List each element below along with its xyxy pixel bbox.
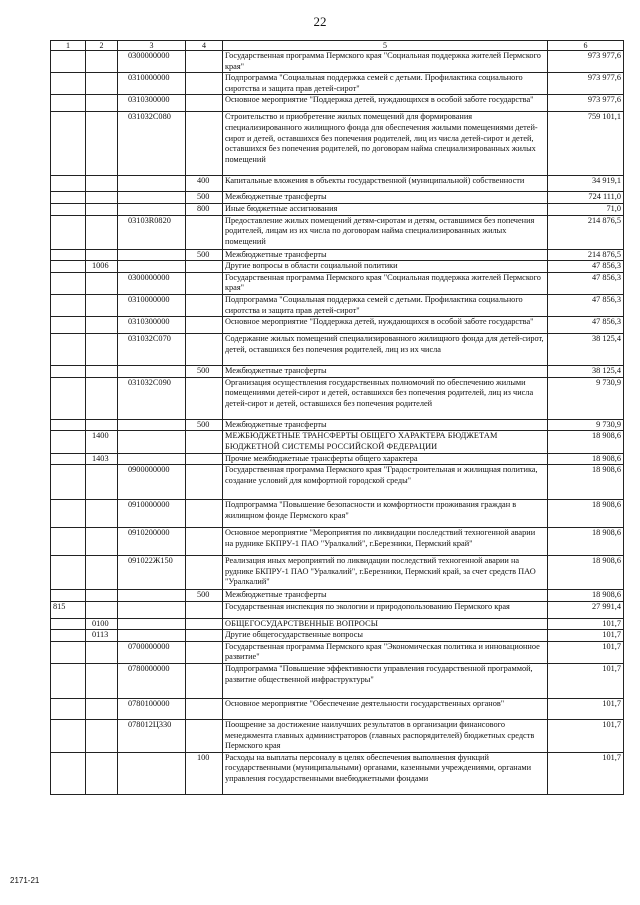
- cell-target-article: [118, 366, 186, 378]
- cell-admin-code: 815: [51, 601, 86, 618]
- cell-expense-type: 500: [186, 590, 223, 602]
- cell-expense-type: [186, 294, 223, 316]
- cell-item-name: Организация осуществления государственных полномочий по обеспечению жилыми помещениями детей-сирот и детей, оставшихся без попечения родителей, лиц из числа детей-сирот и детей, оставшихся без попечения родителей: [223, 377, 548, 419]
- cell-expense-type: [186, 556, 223, 590]
- table-row: [51, 203, 624, 215]
- cell-admin-code: [51, 528, 86, 556]
- cell-amount: 38 125,4: [548, 334, 624, 366]
- cell-admin-code: [51, 203, 86, 215]
- cell-item-name: Основное мероприятие "Обеспечение деятельности государственных органов": [223, 699, 548, 720]
- cell-amount: 47 856,3: [548, 317, 624, 334]
- cell-section-code: [86, 664, 118, 699]
- header-col-6: 6: [548, 41, 624, 51]
- cell-amount: 214 876,5: [548, 249, 624, 261]
- header-col-2: 2: [86, 41, 118, 51]
- cell-item-name: Межбюджетные трансферты: [223, 590, 548, 602]
- cell-expense-type: [186, 630, 223, 642]
- cell-amount: 18 908,6: [548, 590, 624, 602]
- table-row: [51, 73, 624, 95]
- cell-section-code: 1006: [86, 261, 118, 273]
- table-row: [51, 334, 624, 366]
- table-row: [51, 294, 624, 316]
- cell-admin-code: [51, 664, 86, 699]
- cell-target-article: 0310300000: [118, 95, 186, 112]
- cell-expense-type: 800: [186, 203, 223, 215]
- cell-section-code: 1400: [86, 431, 118, 453]
- cell-target-article: 031032С070: [118, 334, 186, 366]
- table-row: [51, 601, 624, 618]
- table-row: [51, 752, 624, 794]
- cell-admin-code: [51, 73, 86, 95]
- table-row: [51, 192, 624, 204]
- cell-section-code: [86, 112, 118, 176]
- cell-amount: 18 908,6: [548, 453, 624, 465]
- table-row: [51, 176, 624, 192]
- header-col-1: 1: [51, 41, 86, 51]
- cell-item-name: Основное мероприятие "Мероприятия по ликвидации последствий техногенной аварии на руднике БКПРУ-1 ПАО "Уралкалий", г.Березники, Пермский край": [223, 528, 548, 556]
- cell-target-article: 0900000000: [118, 465, 186, 500]
- cell-admin-code: [51, 272, 86, 294]
- cell-section-code: [86, 601, 118, 618]
- cell-section-code: [86, 317, 118, 334]
- table-row: [51, 699, 624, 720]
- table-row: [51, 272, 624, 294]
- cell-section-code: [86, 192, 118, 204]
- cell-item-name: Межбюджетные трансферты: [223, 366, 548, 378]
- table-row: [51, 453, 624, 465]
- cell-amount: 47 856,3: [548, 272, 624, 294]
- cell-expense-type: 400: [186, 176, 223, 192]
- cell-expense-type: [186, 618, 223, 630]
- cell-item-name: ОБЩЕГОСУДАРСТВЕННЫЕ ВОПРОСЫ: [223, 618, 548, 630]
- cell-section-code: 1403: [86, 453, 118, 465]
- cell-amount: 759 101,1: [548, 112, 624, 176]
- cell-admin-code: [51, 176, 86, 192]
- cell-amount: 973 977,6: [548, 51, 624, 73]
- table-header-row: [51, 41, 624, 51]
- cell-expense-type: [186, 215, 223, 249]
- cell-target-article: 0310000000: [118, 73, 186, 95]
- cell-admin-code: [51, 720, 86, 753]
- cell-item-name: МЕЖБЮДЖЕТНЫЕ ТРАНСФЕРТЫ ОБЩЕГО ХАРАКТЕРА БЮДЖЕТАМ БЮДЖЕТНОЙ СИСТЕМЫ РОССИЙСКОЙ ФЕДЕРАЦИИ: [223, 431, 548, 453]
- cell-admin-code: [51, 465, 86, 500]
- cell-amount: 101,7: [548, 641, 624, 663]
- cell-item-name: Другие общегосударственные вопросы: [223, 630, 548, 642]
- cell-section-code: [86, 500, 118, 528]
- page-number: 22: [313, 14, 327, 29]
- cell-target-article: [118, 249, 186, 261]
- cell-item-name: Подпрограмма "Социальная поддержка семей с детьми. Профилактика социального сиротства и защита прав детей-сирот": [223, 294, 548, 316]
- cell-expense-type: [186, 73, 223, 95]
- cell-item-name: Государственная инспекция по экологии и природопользованию Пермского края: [223, 601, 548, 618]
- cell-amount: 101,7: [548, 720, 624, 753]
- cell-amount: 47 856,3: [548, 261, 624, 273]
- cell-expense-type: [186, 334, 223, 366]
- table-row: [51, 215, 624, 249]
- cell-amount: 18 908,6: [548, 465, 624, 500]
- cell-admin-code: [51, 215, 86, 249]
- cell-amount: 973 977,6: [548, 73, 624, 95]
- budget-table: [50, 40, 624, 795]
- cell-admin-code: [51, 317, 86, 334]
- cell-target-article: [118, 453, 186, 465]
- cell-expense-type: [186, 664, 223, 699]
- cell-target-article: 0910000000: [118, 500, 186, 528]
- cell-item-name: Строительство и приобретение жилых помещений для формирования специализированного жилищного фонда для обеспечения жилыми помещениями детей-сирот и детей, оставшихся без попечения родителей, лиц из числа детей-сирот и детей, оставшихся без попечения родителей, по договорам найма специализированных жилых помещений: [223, 112, 548, 176]
- table-row: [51, 112, 624, 176]
- cell-target-article: 0700000000: [118, 641, 186, 663]
- cell-item-name: Расходы на выплаты персоналу в целях обеспечения выполнения функций государственными (муниципальными) органами, казенными учреждениями, органами управления государственными внебюджетными фондами: [223, 752, 548, 794]
- cell-amount: 34 919,1: [548, 176, 624, 192]
- cell-section-code: [86, 590, 118, 602]
- cell-target-article: 091022Ж150: [118, 556, 186, 590]
- cell-expense-type: [186, 112, 223, 176]
- cell-section-code: [86, 51, 118, 73]
- cell-target-article: [118, 618, 186, 630]
- cell-amount: 724 111,0: [548, 192, 624, 204]
- cell-target-article: [118, 203, 186, 215]
- cell-admin-code: [51, 366, 86, 378]
- cell-item-name: Государственная программа Пермского края "Градостроительная и жилищная политика, создание условий для комфортной городской среды": [223, 465, 548, 500]
- cell-admin-code: [51, 192, 86, 204]
- header-col-5: 5: [223, 41, 548, 51]
- cell-amount: 38 125,4: [548, 366, 624, 378]
- cell-admin-code: [51, 334, 86, 366]
- cell-admin-code: [51, 641, 86, 663]
- cell-admin-code: [51, 630, 86, 642]
- cell-section-code: [86, 377, 118, 419]
- cell-admin-code: [51, 500, 86, 528]
- cell-item-name: Основное мероприятие "Поддержка детей, нуждающихся в особой заботе государства": [223, 95, 548, 112]
- cell-expense-type: 500: [186, 249, 223, 261]
- table-row: [51, 366, 624, 378]
- document-code: 2171-21: [10, 876, 40, 885]
- cell-section-code: [86, 699, 118, 720]
- cell-target-article: 03103R0820: [118, 215, 186, 249]
- cell-target-article: [118, 192, 186, 204]
- cell-target-article: 031032С080: [118, 112, 186, 176]
- cell-expense-type: [186, 641, 223, 663]
- cell-expense-type: [186, 465, 223, 500]
- cell-expense-type: 100: [186, 752, 223, 794]
- cell-expense-type: [186, 500, 223, 528]
- cell-admin-code: [51, 556, 86, 590]
- cell-section-code: [86, 176, 118, 192]
- cell-expense-type: 500: [186, 192, 223, 204]
- cell-item-name: Государственная программа Пермского края "Социальная поддержка жителей Пермского края": [223, 272, 548, 294]
- table-row: [51, 556, 624, 590]
- cell-item-name: Содержание жилых помещений специализированного жилищного фонда для детей-сирот, детей, оставшихся без попечения родителей, лиц из их числа: [223, 334, 548, 366]
- cell-item-name: Межбюджетные трансферты: [223, 419, 548, 431]
- table-row: [51, 51, 624, 73]
- cell-section-code: [86, 203, 118, 215]
- cell-section-code: [86, 73, 118, 95]
- cell-admin-code: [51, 590, 86, 602]
- cell-target-article: 0310300000: [118, 317, 186, 334]
- cell-admin-code: [51, 51, 86, 73]
- cell-section-code: 0113: [86, 630, 118, 642]
- cell-amount: 71,0: [548, 203, 624, 215]
- cell-section-code: [86, 528, 118, 556]
- cell-item-name: Другие вопросы в области социальной политики: [223, 261, 548, 273]
- cell-amount: 18 908,6: [548, 500, 624, 528]
- cell-admin-code: [51, 618, 86, 630]
- cell-expense-type: [186, 453, 223, 465]
- cell-section-code: [86, 215, 118, 249]
- header-col-4: 4: [186, 41, 223, 51]
- cell-admin-code: [51, 261, 86, 273]
- cell-amount: 9 730,9: [548, 377, 624, 419]
- cell-item-name: Государственная программа Пермского края "Социальная поддержка жителей Пермского края": [223, 51, 548, 73]
- cell-amount: 214 876,5: [548, 215, 624, 249]
- cell-target-article: 0300000000: [118, 272, 186, 294]
- cell-section-code: [86, 334, 118, 366]
- table-row: [51, 465, 624, 500]
- cell-expense-type: [186, 377, 223, 419]
- cell-amount: 101,7: [548, 664, 624, 699]
- cell-expense-type: [186, 720, 223, 753]
- cell-amount: 973 977,6: [548, 95, 624, 112]
- cell-expense-type: [186, 317, 223, 334]
- cell-section-code: [86, 556, 118, 590]
- table-row: [51, 249, 624, 261]
- cell-expense-type: [186, 95, 223, 112]
- cell-section-code: [86, 294, 118, 316]
- cell-admin-code: [51, 294, 86, 316]
- table-row: [51, 419, 624, 431]
- cell-section-code: [86, 641, 118, 663]
- table-row: [51, 500, 624, 528]
- table-row: [51, 664, 624, 699]
- cell-amount: 18 908,6: [548, 528, 624, 556]
- cell-expense-type: [186, 528, 223, 556]
- cell-target-article: 0780100000: [118, 699, 186, 720]
- table-row: [51, 528, 624, 556]
- cell-admin-code: [51, 249, 86, 261]
- cell-amount: 27 991,4: [548, 601, 624, 618]
- cell-target-article: 0910200000: [118, 528, 186, 556]
- cell-expense-type: [186, 51, 223, 73]
- cell-target-article: 078012Ц330: [118, 720, 186, 753]
- table-row: [51, 618, 624, 630]
- cell-item-name: Межбюджетные трансферты: [223, 249, 548, 261]
- cell-admin-code: [51, 112, 86, 176]
- cell-target-article: 031032С090: [118, 377, 186, 419]
- cell-target-article: 0780000000: [118, 664, 186, 699]
- cell-amount: 18 908,6: [548, 556, 624, 590]
- cell-section-code: [86, 465, 118, 500]
- cell-admin-code: [51, 752, 86, 794]
- cell-item-name: Государственная программа Пермского края "Экономическая политика и инновационное развитие": [223, 641, 548, 663]
- table-row: [51, 95, 624, 112]
- cell-target-article: [118, 261, 186, 273]
- cell-amount: 9 730,9: [548, 419, 624, 431]
- cell-amount: 101,7: [548, 699, 624, 720]
- cell-expense-type: [186, 272, 223, 294]
- cell-item-name: Подпрограмма "Повышение эффективности управления государственной программой, развитие общественной инфраструктуры": [223, 664, 548, 699]
- table-row: [51, 431, 624, 453]
- cell-item-name: Межбюджетные трансферты: [223, 192, 548, 204]
- cell-expense-type: 500: [186, 366, 223, 378]
- table-row: [51, 377, 624, 419]
- cell-expense-type: [186, 261, 223, 273]
- cell-admin-code: [51, 419, 86, 431]
- cell-target-article: [118, 419, 186, 431]
- cell-target-article: [118, 176, 186, 192]
- cell-section-code: [86, 95, 118, 112]
- cell-target-article: [118, 630, 186, 642]
- cell-admin-code: [51, 453, 86, 465]
- cell-amount: 101,7: [548, 618, 624, 630]
- table-row: [51, 317, 624, 334]
- cell-amount: 47 856,3: [548, 294, 624, 316]
- cell-section-code: [86, 272, 118, 294]
- cell-item-name: Капитальные вложения в объекты государственной (муниципальной) собственности: [223, 176, 548, 192]
- cell-item-name: Основное мероприятие "Поддержка детей, нуждающихся в особой заботе государства": [223, 317, 548, 334]
- cell-expense-type: 500: [186, 419, 223, 431]
- cell-target-article: [118, 590, 186, 602]
- table-row: [51, 641, 624, 663]
- cell-target-article: [118, 431, 186, 453]
- cell-item-name: Предоставление жилых помещений детям-сиротам и детям, оставшимся без попечения родителей, лицам из их числа по договорам найма специализированных жилых помещений: [223, 215, 548, 249]
- cell-item-name: Поощрение за достижение наилучших результатов в организации финансового менеджмента главных администраторов (главных распорядителей) бюджетных средств Пермского края: [223, 720, 548, 753]
- cell-item-name: Подпрограмма "Социальная поддержка семей с детьми. Профилактика социального сиротства и защита прав детей-сирот": [223, 73, 548, 95]
- header-col-3: 3: [118, 41, 186, 51]
- cell-admin-code: [51, 431, 86, 453]
- cell-section-code: [86, 720, 118, 753]
- cell-item-name: Подпрограмма "Повышение безопасности и комфортности проживания граждан в жилищном фонде Пермского края": [223, 500, 548, 528]
- table-row: [51, 630, 624, 642]
- cell-expense-type: [186, 699, 223, 720]
- table-row: [51, 590, 624, 602]
- cell-admin-code: [51, 377, 86, 419]
- cell-target-article: [118, 752, 186, 794]
- table-row: [51, 261, 624, 273]
- cell-amount: 18 908,6: [548, 431, 624, 453]
- cell-item-name: Иные бюджетные ассигнования: [223, 203, 548, 215]
- cell-item-name: Реализация иных мероприятий по ликвидации последствий техногенной аварии на руднике БКПРУ-1 ПАО "Уралкалий", г.Березники, Пермский край, за счет средств ПАО "Уралкалий": [223, 556, 548, 590]
- cell-section-code: [86, 419, 118, 431]
- cell-admin-code: [51, 95, 86, 112]
- cell-target-article: 0300000000: [118, 51, 186, 73]
- cell-section-code: [86, 752, 118, 794]
- cell-amount: 101,7: [548, 630, 624, 642]
- cell-target-article: 0310000000: [118, 294, 186, 316]
- cell-amount: 101,7: [548, 752, 624, 794]
- cell-expense-type: [186, 431, 223, 453]
- cell-section-code: [86, 249, 118, 261]
- cell-section-code: [86, 366, 118, 378]
- cell-expense-type: [186, 601, 223, 618]
- table-row: [51, 720, 624, 753]
- cell-admin-code: [51, 699, 86, 720]
- cell-item-name: Прочие межбюджетные трансферты общего характера: [223, 453, 548, 465]
- cell-section-code: 0100: [86, 618, 118, 630]
- cell-target-article: [118, 601, 186, 618]
